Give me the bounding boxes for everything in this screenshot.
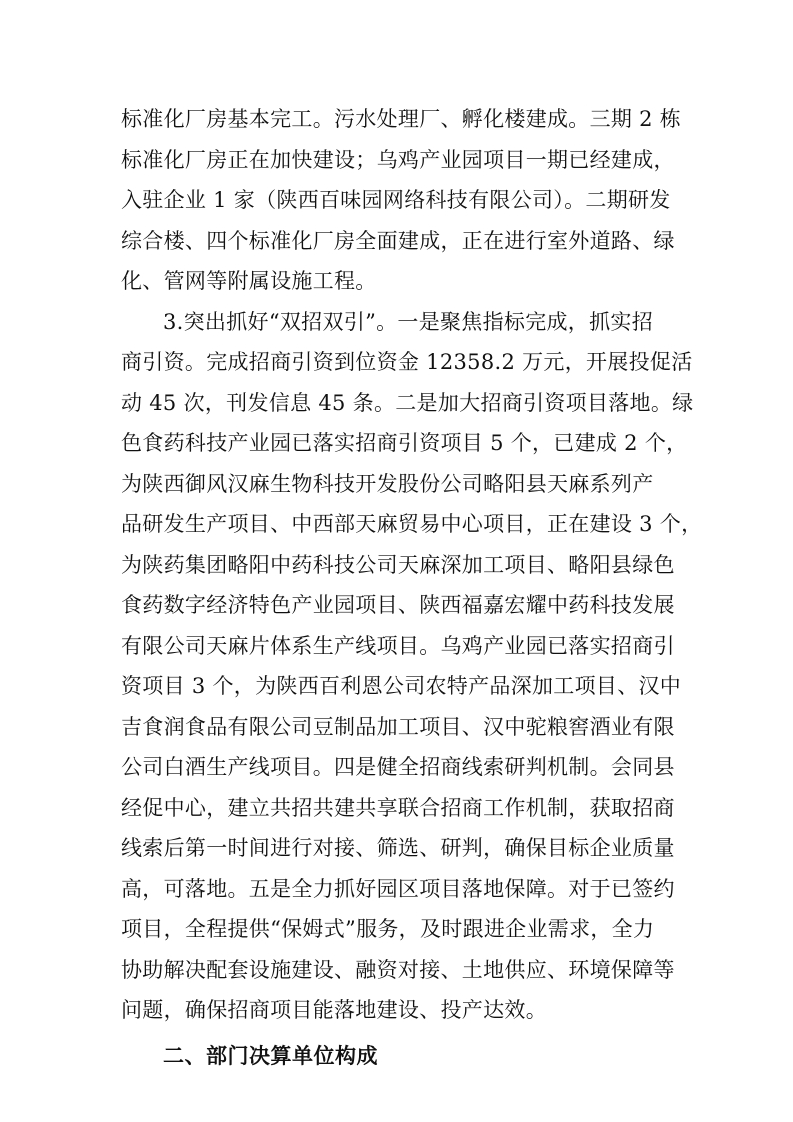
paragraph-line: 标准化厂房正在加快建设；乌鸡产业园项目一期已经建成， <box>121 148 675 172</box>
paragraph-line: 商引资。完成招商引资到位资金 12358.2 万元，开展投促活 <box>121 350 693 374</box>
paragraph-line: 高，可落地。五是全力抓好园区项目落地保障。对于已签约 <box>121 877 675 901</box>
paragraph-line: 经促中心，建立共招共建共享联合招商工作机制，获取招商 <box>121 796 675 820</box>
paragraph-line: 为陕西御风汉麻生物科技开发股份公司略阳县天麻系列产 <box>121 472 654 496</box>
paragraph-line: 动 45 次，刊发信息 45 条。二是加大招商引资项目落地。绿 <box>121 391 694 415</box>
paragraph-line: 综合楼、四个标准化厂房全面建成，正在进行室外道路、绿 <box>121 229 675 253</box>
section-heading: 二、部门决算单位构成 <box>163 1044 378 1068</box>
paragraph-line: 吉食润食品有限公司豆制品加工项目、汉中驼粮窖酒业有限 <box>121 715 675 739</box>
paragraph-line: 公司白酒生产线项目。四是健全招商线索研判机制。会同县 <box>121 755 675 779</box>
paragraph-line: 线索后第一时间进行对接、筛选、研判，确保目标企业质量 <box>121 836 675 860</box>
paragraph-line: 食药数字经济特色产业园项目、陕西福嘉宏耀中药科技发展 <box>121 593 675 617</box>
paragraph-line: 为陕药集团略阳中药科技公司天麻深加工项目、略阳县绿色 <box>121 553 675 577</box>
paragraph-line: 化、管网等附属设施工程。 <box>121 269 377 293</box>
paragraph-line: 资项目 3 个，为陕西百利恩公司农特产品深加工项目、汉中 <box>121 674 682 698</box>
paragraph-line: 品研发生产项目、中西部天麻贸易中心项目，正在建设 3 个， <box>121 512 703 536</box>
paragraph-line: 问题，确保招商项目能落地建设、投产达效。 <box>121 998 547 1022</box>
paragraph-line: 入驻企业 1 家（陕西百味园网络科技有限公司）。二期研发 <box>121 188 671 212</box>
paragraph-line: 3.突出抓好“双招双引”。一是聚焦指标完成，抓实招 <box>163 310 654 334</box>
paragraph-line: 项目，全程提供“保姆式”服务，及时跟进企业需求，全力 <box>121 917 655 941</box>
paragraph-line: 协助解决配套设施建设、融资对接、土地供应、环境保障等 <box>121 958 675 982</box>
paragraph-line: 色食药科技产业园已落实招商引资项目 5 个，已建成 2 个， <box>121 431 688 455</box>
paragraph-line: 有限公司天麻片体系生产线项目。乌鸡产业园已落实招商引 <box>121 634 675 658</box>
paragraph-line: 标准化厂房基本完工。污水处理厂、孵化楼建成。三期 2 栋 <box>121 107 682 131</box>
